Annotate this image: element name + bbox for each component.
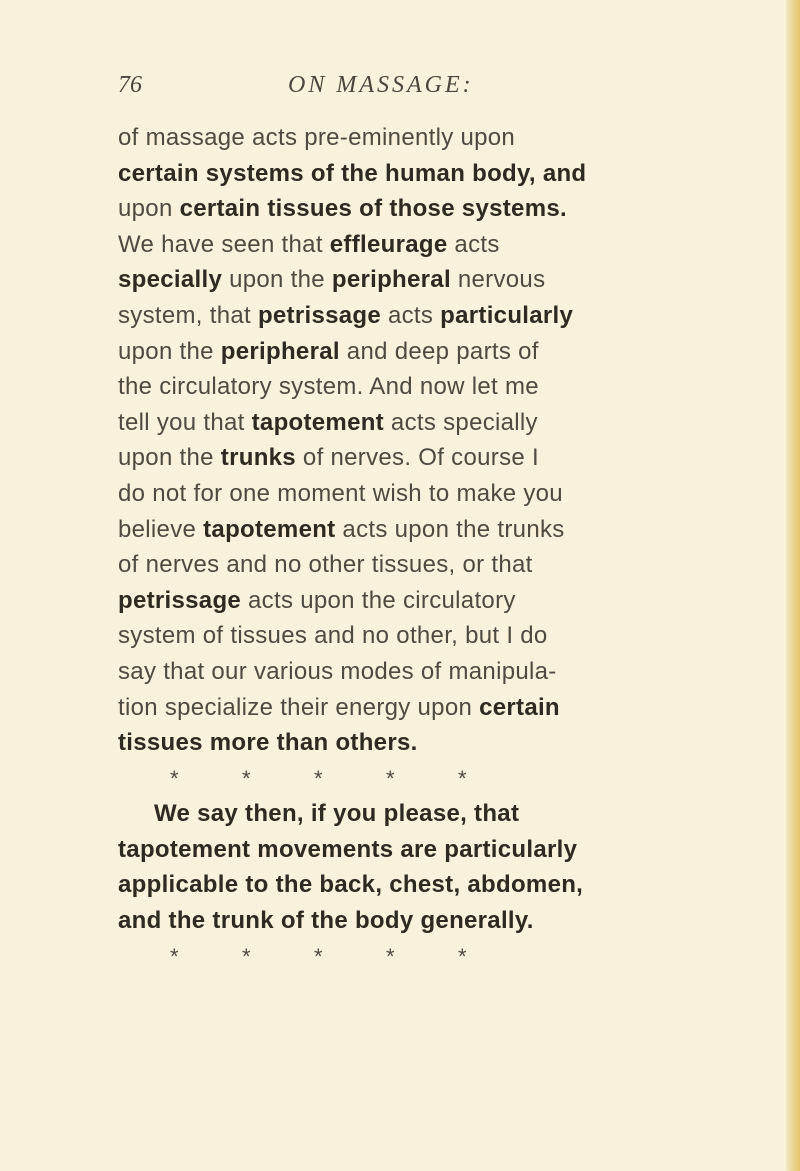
text-run: of nerves. Of course I <box>295 444 539 472</box>
text-run: system, that <box>118 301 258 329</box>
text-line <box>118 654 688 690</box>
text-run: We have seen that <box>118 230 330 258</box>
paragraph <box>118 120 688 761</box>
emphasized-text: tapotement movements are particularly <box>118 835 578 863</box>
page-edge <box>786 0 800 1171</box>
asterisk: * <box>458 765 467 791</box>
text-run: acts <box>447 230 500 258</box>
asterisk: * <box>314 765 323 791</box>
emphasized-text: certain systems of the human body, and <box>118 159 587 187</box>
text-run: believe <box>118 515 204 543</box>
text-run: acts specially <box>383 408 538 436</box>
asterisk: * <box>170 943 179 969</box>
text-run: upon the <box>222 266 332 294</box>
emphasized-text: certain <box>479 693 560 721</box>
text-line <box>118 618 688 654</box>
asterism-separator <box>118 761 688 797</box>
text-line <box>118 440 688 476</box>
asterisk: * <box>458 943 467 969</box>
text-line <box>118 547 688 583</box>
emphasized-text: tissues more than others. <box>118 729 418 757</box>
text-line <box>118 298 688 334</box>
asterisk: * <box>386 943 395 969</box>
body-text <box>118 120 688 974</box>
text-run: of massage acts pre-eminently upon <box>118 124 516 151</box>
text-line <box>118 512 688 548</box>
text-line <box>118 796 688 832</box>
emphasized-text: peripheral <box>220 337 340 365</box>
text-run: nervous <box>450 266 546 294</box>
emphasized-text: petrissage <box>257 301 382 329</box>
text-run: do not for one moment wish to make you <box>118 479 563 507</box>
text-line <box>118 583 688 619</box>
emphasized-text: certain tissues of those systems. <box>179 195 567 223</box>
emphasized-text: petrissage <box>118 586 242 614</box>
asterisk: * <box>170 765 179 791</box>
text-run: upon the <box>118 444 221 472</box>
emphasized-text: We say then, if you please, that <box>154 800 520 828</box>
text-line <box>118 903 688 939</box>
text-line <box>118 725 688 761</box>
text-line <box>118 405 688 441</box>
text-run: acts <box>381 301 441 329</box>
text-line <box>118 832 688 868</box>
emphasized-text: specially <box>118 266 223 294</box>
text-run: tell you that <box>118 408 252 436</box>
text-line <box>118 156 688 192</box>
emphasized-text: applicable to the back, chest, abdomen, <box>118 871 584 899</box>
text-run: the circulatory system. And now let me <box>118 373 539 401</box>
text-line <box>118 369 688 405</box>
text-run: upon <box>118 195 180 223</box>
emphasized-text: trunks <box>220 444 296 472</box>
emphasized-text: peripheral <box>331 266 451 294</box>
emphasized-text: tapotement <box>203 515 336 543</box>
text-line <box>118 120 688 156</box>
running-head-title: ON MASSAGE: <box>288 72 474 98</box>
paragraph <box>118 796 688 938</box>
asterisk: * <box>386 765 395 791</box>
page-number: 76 <box>118 72 142 98</box>
text-line <box>118 334 688 370</box>
text-run: of nerves and no other tissues, or that <box>118 551 533 579</box>
asterism-separator <box>118 939 688 975</box>
text-line <box>118 227 688 263</box>
text-run: tion specialize their energy upon <box>118 693 480 721</box>
emphasized-text: effleurage <box>329 230 448 258</box>
text-run: upon the <box>118 337 221 365</box>
text-run: and deep parts of <box>339 337 539 365</box>
text-run: say that our various modes of manipula- <box>118 657 557 685</box>
text-run: system of tissues and no other, but I do <box>118 622 548 650</box>
text-line <box>118 690 688 726</box>
text-line <box>118 191 688 227</box>
asterisk: * <box>242 943 251 969</box>
text-run: acts upon the circulatory <box>241 586 516 614</box>
text-line <box>118 476 688 512</box>
asterisk: * <box>314 943 323 969</box>
emphasized-text: tapotement <box>251 408 384 436</box>
asterisk: * <box>242 765 251 791</box>
text-line <box>118 262 688 298</box>
running-head <box>118 72 678 112</box>
text-line <box>118 867 688 903</box>
text-run: acts upon the trunks <box>335 515 565 543</box>
emphasized-text: and the trunk of the body generally. <box>118 907 534 935</box>
emphasized-text: particularly <box>440 301 574 329</box>
